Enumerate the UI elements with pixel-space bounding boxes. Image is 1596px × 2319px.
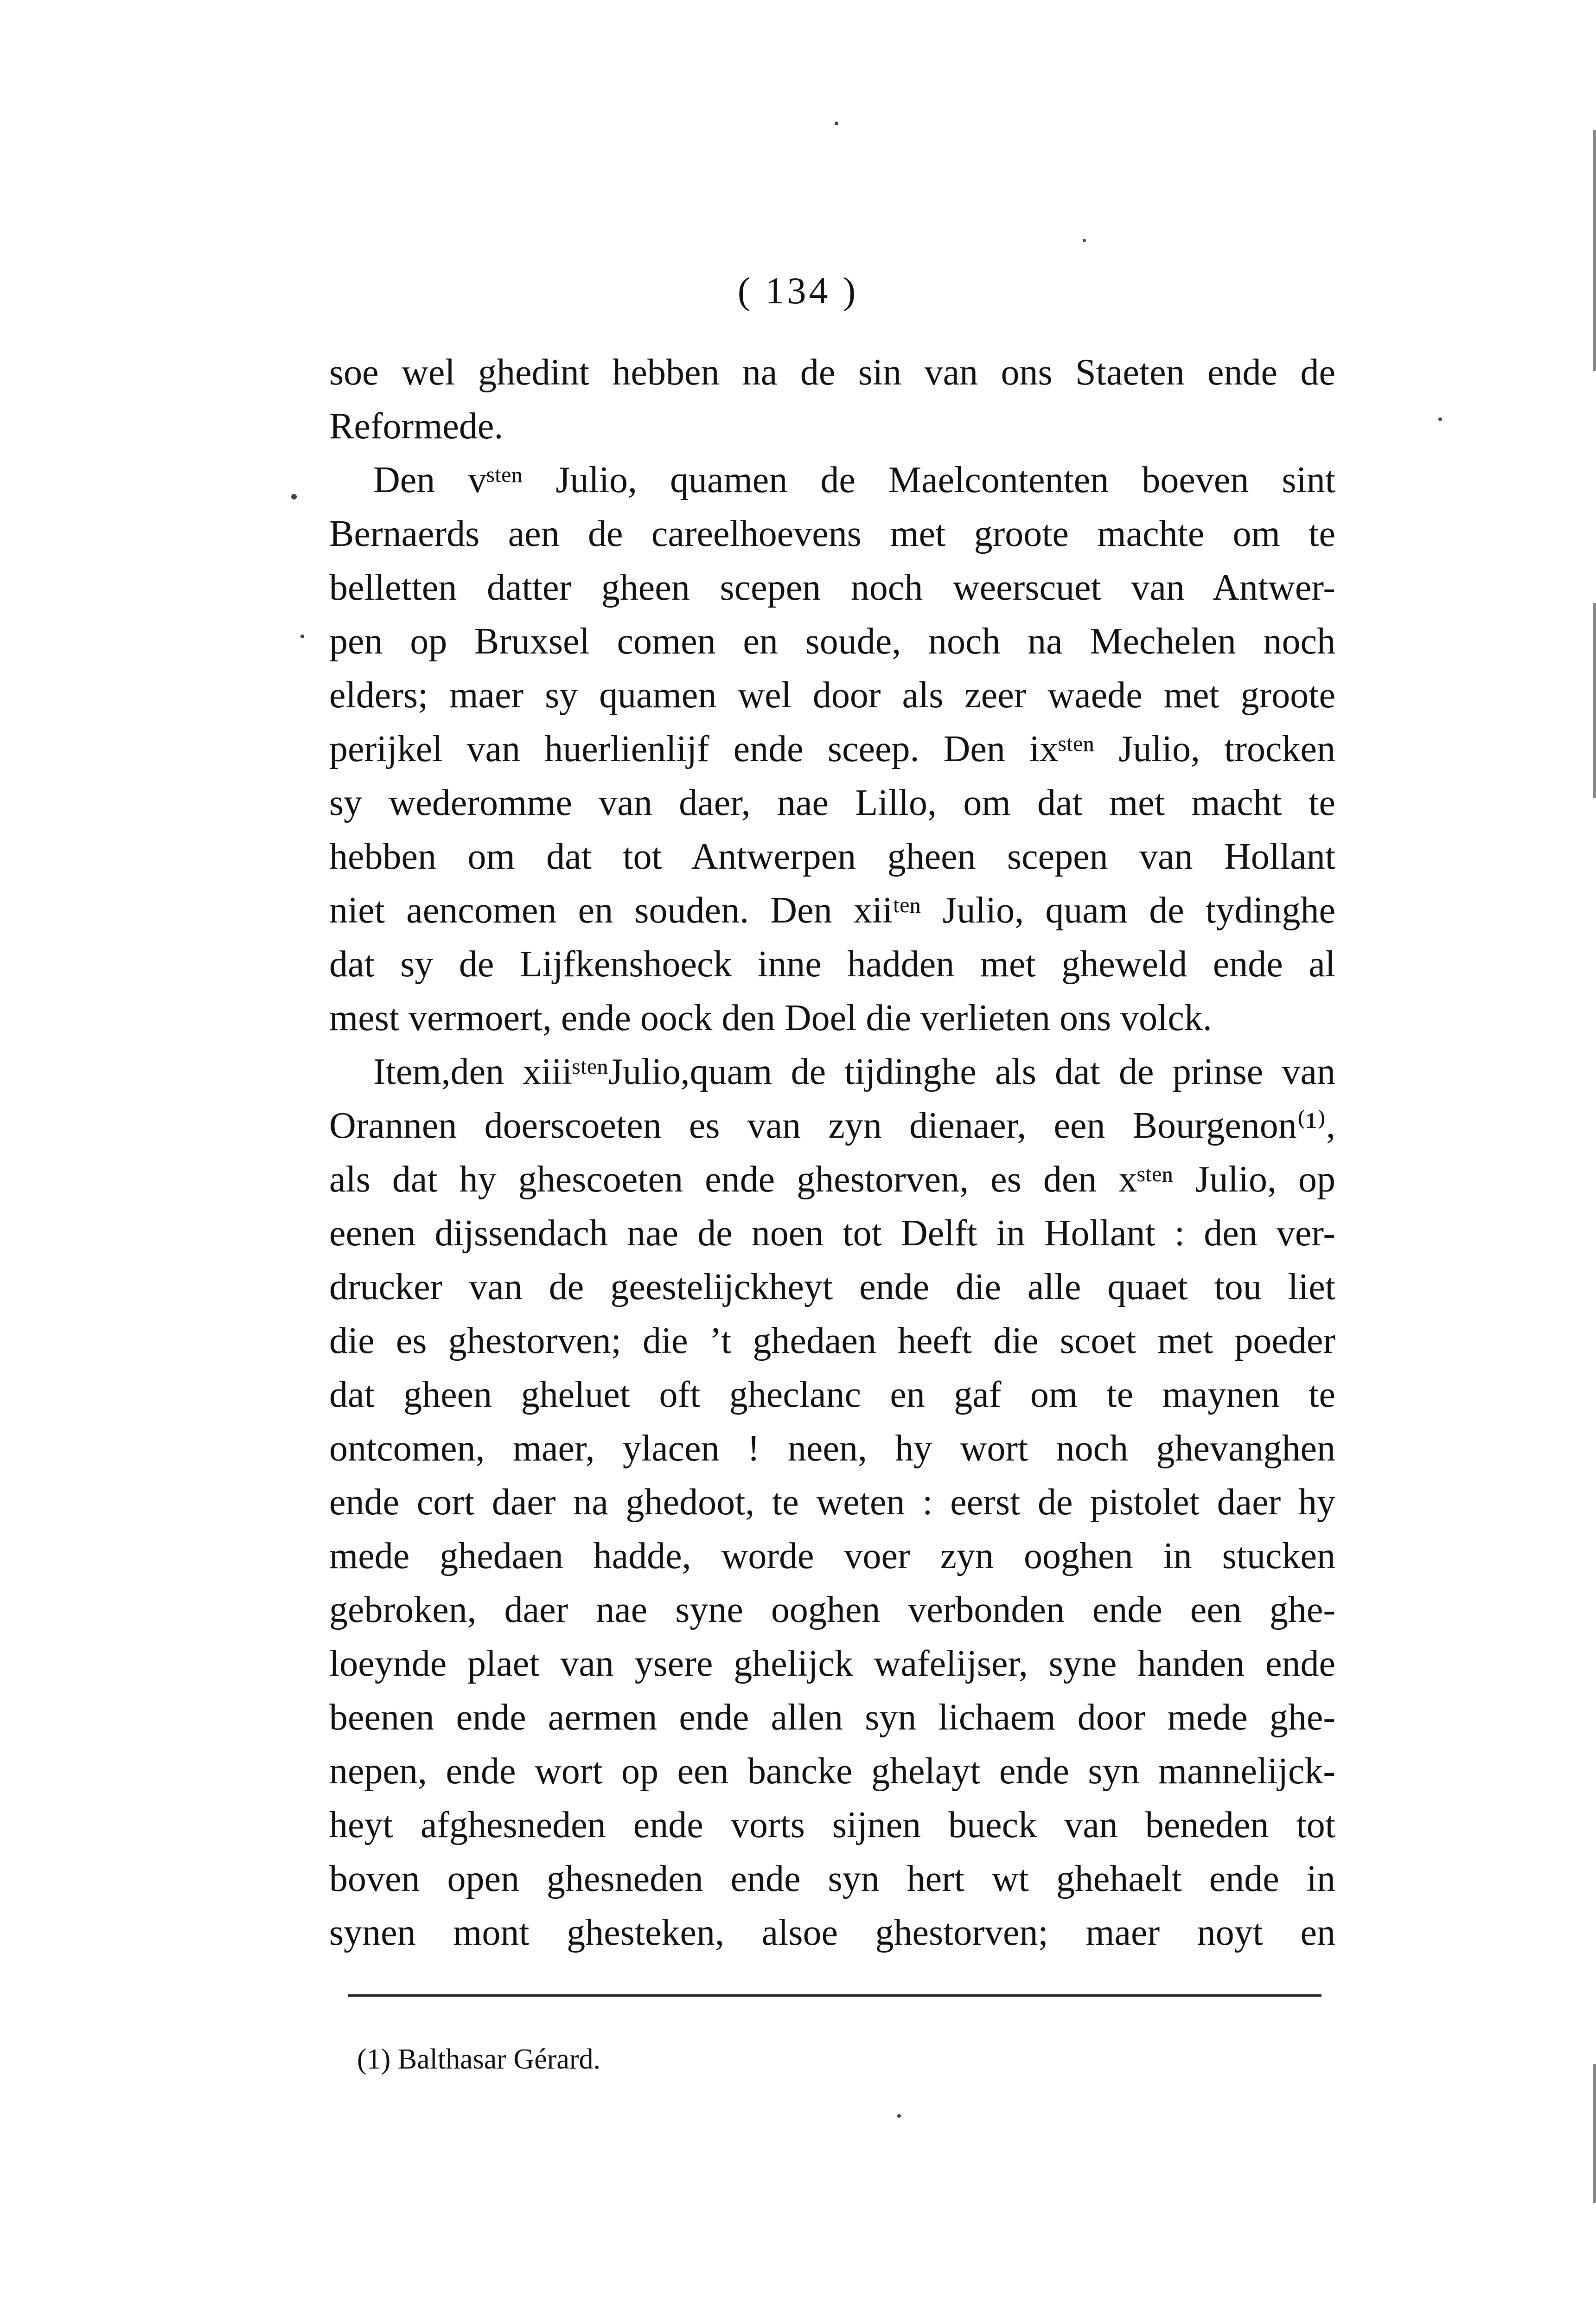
page-number: ( 134 ) [737, 269, 859, 312]
text-line: die es ghestorven; die ’t ghedaen heeft die scoet met poeder [329, 1320, 1335, 1361]
text-line: ontcomen, maer, ylacen ! neen, hy wort noch ghevanghen [329, 1428, 1335, 1469]
text-line: loeynde plaet van ysere ghelijck wafelijser, syne handen ende [329, 1643, 1335, 1684]
text-line: synen mont ghesteken, alsoe ghestorven; maer noyt en [329, 1912, 1335, 1953]
text-line: nepen, ende wort op een bancke ghelayt ende syn mannelijck- [329, 1751, 1335, 1792]
scan-speck [291, 494, 297, 500]
scan-speck [835, 122, 838, 125]
footnote: (1) Balthasar Gérard. [357, 2044, 601, 2075]
text-line: beenen ende aermen ende allen syn lichaem door mede ghe- [329, 1697, 1335, 1738]
page-edge-mark [1593, 130, 1596, 371]
scan-speck [1438, 417, 1442, 421]
text-line: perijkel van huerlienlijf ende sceep. Den ixˢᵗᵉⁿ Julio, trocken [329, 729, 1335, 769]
text-line: eenen dijssendach nae de noen tot Delft in Hollant : den ver- [329, 1213, 1335, 1254]
text-line: sy wederomme van daer, nae Lillo, om dat met macht te [329, 782, 1335, 823]
text-line: ende cort daer na ghedoot, te weten : eerst de pistolet daer hy [329, 1482, 1335, 1523]
text-line: mede ghedaen hadde, worde voer zyn ooghen in stucken [329, 1536, 1335, 1576]
text-line: mest vermoert, ende oock den Doel die verlieten ons volck. [329, 998, 1212, 1038]
text-line: Bernaerds aen de careelhoevens met groote machte om te [329, 513, 1335, 554]
text-line: drucker van de geestelijckheyt ende die alle quaet tou liet [329, 1267, 1335, 1307]
text-line: als dat hy ghescoeten ende ghestorven, es den xˢᵗᵉⁿ Julio, op [329, 1159, 1335, 1200]
scan-speck [300, 634, 304, 638]
text-line: gebroken, daer nae syne ooghen verbonden ende een ghe- [329, 1589, 1335, 1630]
body-text [329, 346, 1335, 1960]
text-line: Den vˢᵗᵉⁿ Julio, quamen de Maelcontenten boeven sint [373, 460, 1335, 500]
text-line: hebben om dat tot Antwerpen gheen scepen van Hollant [329, 836, 1335, 877]
scan-speck [1083, 239, 1086, 242]
scan-speck [897, 2114, 901, 2118]
text-line: belletten datter gheen scepen noch weerscuet van Antwer- [329, 567, 1335, 608]
text-line: dat gheen gheluet oft gheclanc en gaf om te maynen te [329, 1374, 1335, 1415]
text-line: elders; maer sy quamen wel door als zeer waede met groote [329, 675, 1335, 716]
text-line: Orannen doerscoeten es van zyn dienaer, een Bourgenon⁽¹⁾, [329, 1105, 1335, 1146]
text-line: Reformede. [329, 406, 504, 447]
text-line: pen op Bruxsel comen en soude, noch na Mechelen noch [329, 621, 1335, 662]
text-line: boven open ghesneden ende syn hert wt ghehaelt ende in [329, 1858, 1335, 1899]
text-line: heyt afghesneden ende vorts sijnen bueck van beneden tot [329, 1805, 1335, 1845]
text-line: soe wel ghedint hebben na de sin van ons Staeten ende de [329, 352, 1335, 393]
page-edge-mark [1593, 2064, 1596, 2203]
text-line: niet aencomen en souden. Den xiiᵗᵉⁿ Julio, quam de tydinghe [329, 890, 1335, 931]
footnote-divider [348, 1994, 1321, 1997]
page-edge-mark [1593, 603, 1596, 798]
text-line: Item,den xiiiˢᵗᵉⁿJulio,quam de tijdinghe als dat de prinse van [373, 1051, 1335, 1092]
text-line: dat sy de Lijfkenshoeck inne hadden met gheweld ende al [329, 944, 1335, 985]
